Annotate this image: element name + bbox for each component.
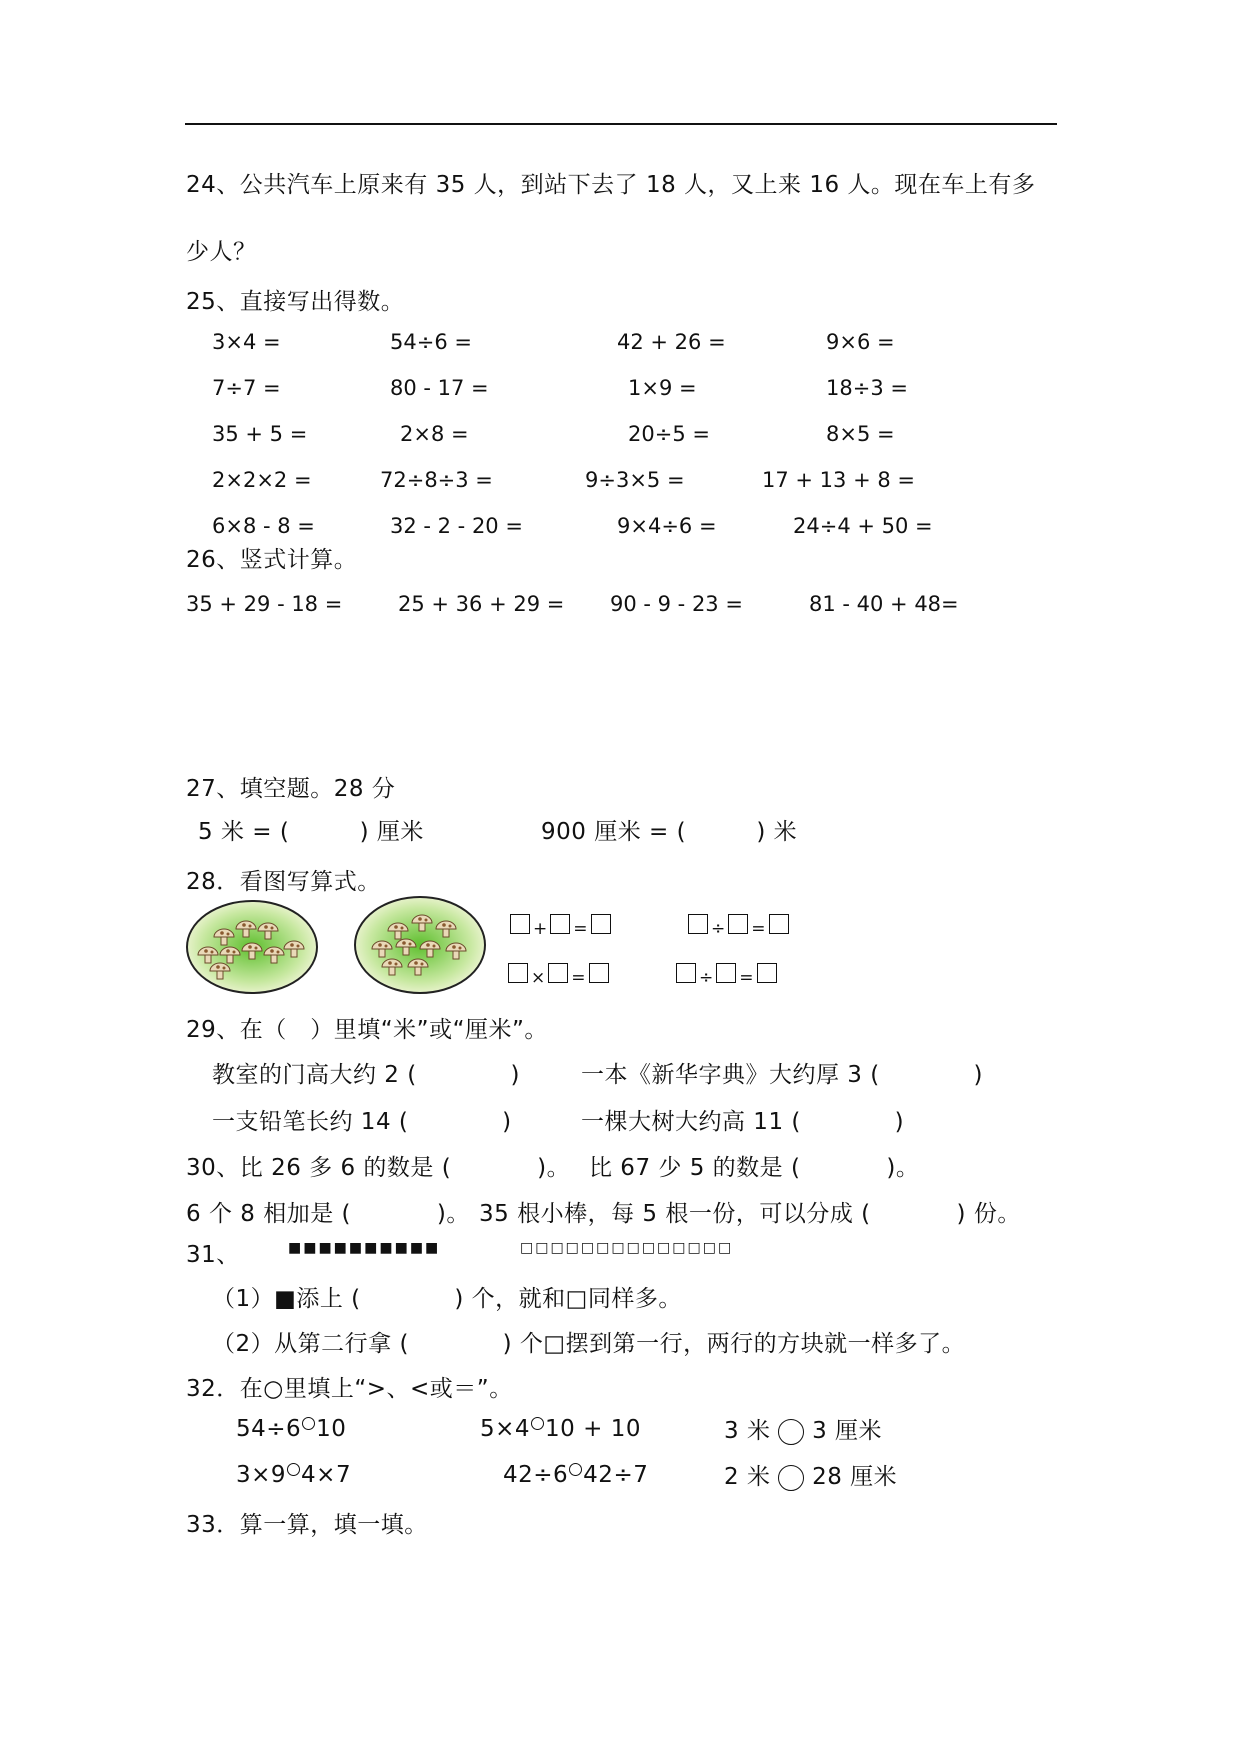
equation-divide [676,962,777,988]
q27-title: 27、填空题。28 分 [186,776,396,802]
left-expr: 3 米 [724,1418,771,1444]
q26-title: 26、竖式计算。 [186,547,358,573]
answer-box[interactable] [769,914,789,934]
q32-compare [480,1416,641,1442]
equation-multiply [508,962,609,988]
q30-line2a: 6 个 8 相加是 ( )。 [186,1201,470,1227]
answer-box[interactable] [676,963,696,983]
q25-expression: 7÷7 = [212,376,281,400]
times-sign: × [531,968,546,988]
q32-title: 32．在○里填上“>、<或＝”。 [186,1376,513,1402]
q25-expression: 20÷5 = [628,422,710,446]
q32-compare [503,1462,648,1488]
q25-expression: 2×8 = [400,422,469,446]
left-expr: 54÷6 [236,1416,302,1442]
q32-compare [236,1462,351,1488]
q33-title: 33．算一算，填一填。 [186,1512,428,1538]
right-expr: 10 + 10 [545,1416,641,1442]
q25-expression: 32 - 2 - 20 = [390,514,523,538]
q25-expression: 80 - 17 = [390,376,489,400]
q25-expression: 18÷3 = [826,376,908,400]
q31-label: 31、 [186,1242,240,1268]
equation-add [510,913,611,939]
q25-expression: 72÷8÷3 = [380,468,493,492]
mushroom-plate-illustration [184,897,320,997]
right-expr: 28 厘米 [812,1464,898,1490]
divide-sign: ÷ [711,919,726,939]
plus-sign: + [533,919,548,939]
q27-item2: 900 厘米 = ( ) 米 [541,819,798,845]
q24-line1: 24、公共汽车上原来有 35 人，到站下去了 18 人，又上来 16 人。现在车上有多 [186,172,1036,198]
compare-circle[interactable] [287,1463,300,1476]
q25-expression: 9÷3×5 = [585,468,685,492]
answer-box[interactable] [757,963,777,983]
q29-item: 一棵大树大约高 11 ( ) [581,1109,905,1135]
left-expr: 2 米 [724,1464,771,1490]
compare-circle[interactable] [778,1419,804,1445]
mushroom-plate-illustration [352,893,488,997]
q25-expression: 9×6 = [826,330,895,354]
q25-expression: 8×5 = [826,422,895,446]
q25-expression: 2×2×2 = [212,468,312,492]
answer-box[interactable] [589,963,609,983]
q30-line2b: 35 根小棒，每 5 根一份，可以分成 ( ) 份。 [479,1201,1021,1227]
answer-box[interactable] [548,963,568,983]
right-expr: 42÷7 [583,1462,649,1488]
q25-expression: 3×4 = [212,330,281,354]
q25-expression: 1×9 = [628,376,697,400]
answer-box[interactable] [716,963,736,983]
equation-divide [688,913,789,939]
q29-item: 教室的门高大约 2 ( ) [212,1062,520,1088]
q25-expression: 54÷6 = [390,330,472,354]
answer-box[interactable] [508,963,528,983]
equals-sign: = [571,968,586,988]
q27-item1: 5 米 = ( ) 厘米 [198,819,424,845]
q29-item: 一本《新华字典》大约厚 3 ( ) [581,1062,983,1088]
q29-title: 29、在（ ）里填“米”或“厘米”。 [186,1017,548,1043]
left-expr: 5×4 [480,1416,531,1442]
compare-circle[interactable] [569,1463,582,1476]
compare-circle[interactable] [531,1417,544,1430]
q32-compare [724,1412,882,1445]
q25-expression: 24÷4 + 50 = [793,514,933,538]
black-squares-row: ■■■■■■■■■■ [288,1240,441,1256]
q30-line1a: 30、比 26 多 6 的数是 ( )。 [186,1155,571,1181]
q26-item: 90 - 9 - 23 = [610,592,743,616]
left-expr: 3×9 [236,1462,287,1488]
right-expr: 4×7 [301,1462,352,1488]
q32-compare [724,1458,897,1491]
divide-sign: ÷ [699,968,714,988]
q25-expression: 17 + 13 + 8 = [762,468,915,492]
equals-sign: = [751,919,766,939]
right-expr: 3 厘米 [812,1418,883,1444]
answer-box[interactable] [510,914,530,934]
q25-expression: 35 + 5 = [212,422,308,446]
q29-item: 一支铅笔长约 14 ( ) [212,1109,512,1135]
answer-box[interactable] [591,914,611,934]
left-expr: 42÷6 [503,1462,569,1488]
q28-title: 28．看图写算式。 [186,869,381,895]
q25-expression: 6×8 - 8 = [212,514,315,538]
right-expr: 10 [316,1416,347,1442]
q25-expression: 42 + 26 = [617,330,726,354]
white-squares-row: □□□□□□□□□□□□□□ [520,1240,734,1256]
q25-expression: 9×4÷6 = [617,514,717,538]
q32-compare [236,1416,346,1442]
q26-item: 35 + 29 - 18 = [186,592,343,616]
answer-box[interactable] [728,914,748,934]
equals-sign: = [739,968,754,988]
answer-box[interactable] [688,914,708,934]
q30-line1b: 比 67 少 5 的数是 ( )。 [589,1155,920,1181]
q25-title: 25、直接写出得数。 [186,289,405,315]
header-rule [185,123,1057,125]
q26-item: 25 + 36 + 29 = [398,592,565,616]
q31-item2: （2）从第二行拿 ( ) 个□摆到第一行，两行的方块就一样多了。 [212,1331,966,1357]
q26-item: 81 - 40 + 48= [809,592,959,616]
answer-box[interactable] [550,914,570,934]
equals-sign: = [573,919,588,939]
compare-circle[interactable] [778,1465,804,1491]
q24-line2: 少人？ [186,239,257,265]
compare-circle[interactable] [302,1417,315,1430]
q31-item1: （1）■添上 ( ) 个，就和□同样多。 [212,1286,682,1312]
